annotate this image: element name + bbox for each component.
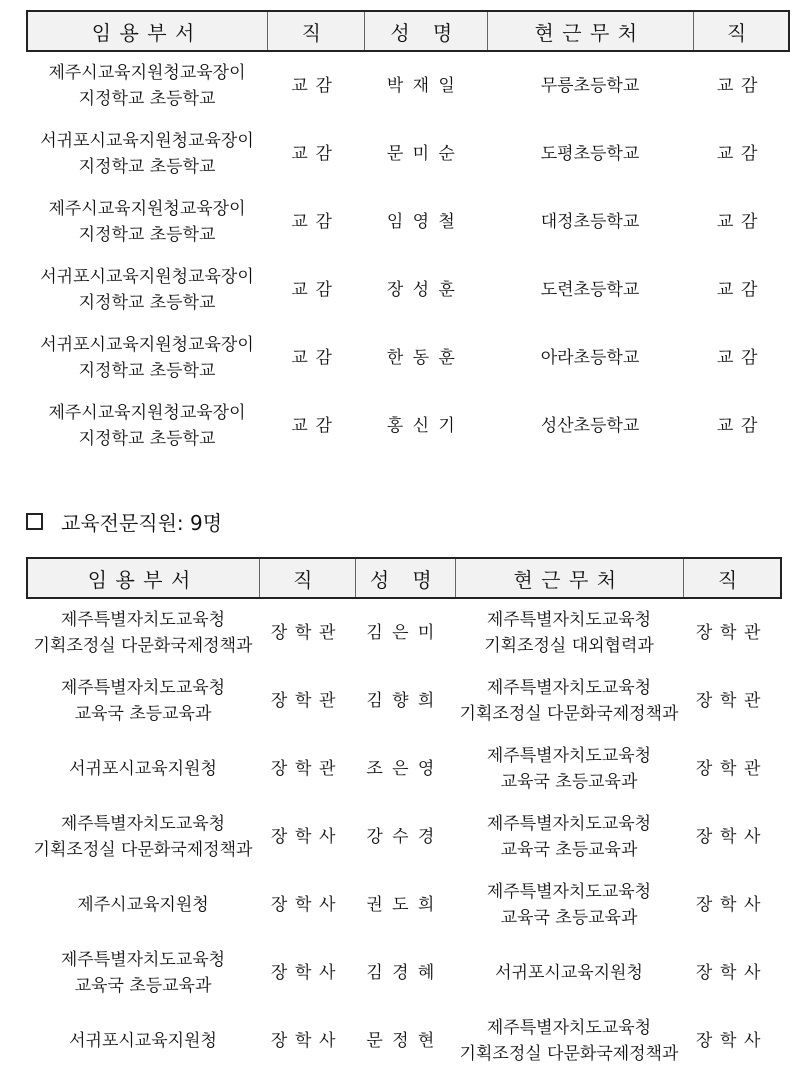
position-cell: 장학관 bbox=[270, 623, 344, 643]
appointed-dept-cell-line: 서귀포시교육지원청 bbox=[69, 1031, 217, 1051]
name-cell: 박재일 bbox=[386, 76, 465, 96]
current-workplace-cell-line: 성산초등학교 bbox=[540, 416, 640, 436]
name-cell: 한동훈 bbox=[386, 348, 465, 368]
current-position-cell: 교감 bbox=[716, 416, 766, 436]
current-workplace-cell-line: 제주특별자치도교육청 bbox=[486, 678, 652, 698]
appointed-dept-cell-line: 서귀포시교육지원청교육장이 bbox=[40, 267, 254, 287]
current-workplace-cell bbox=[487, 324, 693, 392]
current-workplace-cell bbox=[487, 256, 693, 324]
name-cell: 강수경 bbox=[366, 827, 444, 847]
table-row bbox=[27, 667, 781, 735]
checkbox-icon bbox=[26, 513, 43, 530]
current-position-cell: 장학사 bbox=[695, 1031, 769, 1051]
table-row bbox=[27, 188, 789, 256]
current-position-cell: 교감 bbox=[716, 76, 766, 96]
name-cell: 장성훈 bbox=[386, 280, 465, 300]
position-cell: 교감 bbox=[291, 280, 340, 300]
current-workplace-cell-line: 교육국 초등교육과 bbox=[500, 840, 638, 860]
position-cell: 장학관 bbox=[270, 759, 344, 779]
current-position-cell: 장학관 bbox=[695, 623, 769, 643]
name-cell: 문정현 bbox=[366, 1031, 444, 1051]
current-workplace-cell-line: 교육국 초등교육과 bbox=[500, 908, 638, 928]
current-workplace-cell-line: 기획조정실 다문화국제정책과 bbox=[459, 1044, 679, 1064]
table-row bbox=[27, 392, 789, 460]
current-position-cell: 교감 bbox=[716, 348, 766, 368]
current-position-cell: 장학관 bbox=[695, 759, 769, 779]
appointed-dept-cell-line: 지정학교 초등학교 bbox=[78, 429, 216, 449]
current-workplace-cell bbox=[487, 51, 693, 120]
section-heading-text: 교육전문직원: 9명 bbox=[61, 511, 223, 535]
name-cell: 조은영 bbox=[366, 759, 444, 779]
position-cell: 장학사 bbox=[270, 895, 344, 915]
section-heading bbox=[26, 507, 222, 536]
current-workplace-cell-line: 도평초등학교 bbox=[540, 144, 640, 164]
appointed-dept-cell-line: 교육국 초등교육과 bbox=[74, 976, 212, 996]
appointed-dept-cell-line: 제주특별자치도교육청 bbox=[60, 678, 226, 698]
education-specialist-appointment-table bbox=[26, 557, 782, 1075]
header-name: 성 명 bbox=[364, 11, 487, 51]
table-row bbox=[27, 324, 789, 392]
appointed-dept-cell bbox=[27, 188, 267, 256]
current-workplace-cell-line: 기획조정실 다문화국제정책과 bbox=[459, 704, 679, 724]
appointed-dept-cell-line: 기획조정실 다문화국제정책과 bbox=[33, 636, 253, 656]
table-row bbox=[27, 598, 781, 667]
position-cell: 장학관 bbox=[270, 691, 344, 711]
appointed-dept-cell-line: 제주시교육지원청 bbox=[77, 895, 209, 915]
position-cell: 교감 bbox=[291, 144, 340, 164]
current-workplace-cell bbox=[455, 1007, 683, 1075]
appointed-dept-cell-line: 서귀포시교육지원청교육장이 bbox=[40, 335, 254, 355]
table-row bbox=[27, 120, 789, 188]
appointed-dept-cell-line: 지정학교 초등학교 bbox=[78, 89, 216, 109]
appointed-dept-cell bbox=[27, 803, 259, 871]
table-body bbox=[27, 598, 781, 1075]
header-position: 직 bbox=[267, 11, 364, 51]
table-row bbox=[27, 871, 781, 939]
current-workplace-cell-line: 서귀포시교육지원청 bbox=[495, 963, 643, 983]
appointed-dept-cell bbox=[27, 598, 259, 667]
position-cell: 장학사 bbox=[270, 827, 344, 847]
name-cell: 홍신기 bbox=[386, 416, 465, 436]
appointed-dept-cell-line: 지정학교 초등학교 bbox=[78, 225, 216, 245]
current-workplace-cell bbox=[455, 939, 683, 1007]
appointed-dept-cell bbox=[27, 51, 267, 120]
position-cell: 교감 bbox=[291, 212, 340, 232]
name-cell: 김은미 bbox=[366, 623, 444, 643]
appointed-dept-cell-line: 지정학교 초등학교 bbox=[78, 361, 216, 381]
header-current-workplace: 현근무처 bbox=[455, 558, 683, 598]
header-current-workplace: 현근무처 bbox=[487, 11, 693, 51]
table-row bbox=[27, 735, 781, 803]
appointed-dept-cell-line: 제주특별자치도교육청 bbox=[60, 610, 226, 630]
current-workplace-cell-line: 아라초등학교 bbox=[540, 348, 640, 368]
position-cell: 교감 bbox=[291, 416, 340, 436]
table-row bbox=[27, 1007, 781, 1075]
current-position-cell: 장학사 bbox=[695, 827, 769, 847]
table-body bbox=[27, 51, 789, 460]
appointed-dept-cell-line: 서귀포시교육지원청 bbox=[69, 759, 217, 779]
appointed-dept-cell-line: 교육국 초등교육과 bbox=[74, 704, 212, 724]
header-appointed-dept: 임용부서 bbox=[27, 558, 259, 598]
current-position-cell: 교감 bbox=[716, 280, 766, 300]
appointed-dept-cell bbox=[27, 1007, 259, 1075]
appointed-dept-cell bbox=[27, 324, 267, 392]
current-workplace-cell-line: 제주특별자치도교육청 bbox=[486, 1018, 652, 1038]
position-cell: 교감 bbox=[291, 348, 340, 368]
current-position-cell: 장학사 bbox=[695, 895, 769, 915]
current-workplace-cell-line: 대정초등학교 bbox=[540, 212, 640, 232]
current-position-cell: 장학관 bbox=[695, 691, 769, 711]
current-workplace-cell-line: 기획조정실 대외협력과 bbox=[484, 636, 654, 656]
appointed-dept-cell bbox=[27, 871, 259, 939]
vice-principal-appointment-table bbox=[26, 10, 790, 460]
name-cell: 김경혜 bbox=[366, 963, 444, 983]
appointed-dept-cell bbox=[27, 939, 259, 1007]
current-workplace-cell bbox=[455, 667, 683, 735]
current-workplace-cell-line: 제주특별자치도교육청 bbox=[486, 882, 652, 902]
current-position-cell: 교감 bbox=[716, 212, 766, 232]
table-row bbox=[27, 256, 789, 324]
table-row bbox=[27, 939, 781, 1007]
appointed-dept-cell bbox=[27, 392, 267, 460]
table-row bbox=[27, 51, 789, 120]
appointed-dept-cell-line: 제주시교육지원청교육장이 bbox=[48, 403, 246, 423]
table-row bbox=[27, 803, 781, 871]
header-current-position: 직 bbox=[693, 11, 789, 51]
appointed-dept-cell bbox=[27, 667, 259, 735]
current-workplace-cell-line: 도련초등학교 bbox=[540, 280, 640, 300]
table-header-row bbox=[27, 558, 781, 598]
current-workplace-cell bbox=[455, 598, 683, 667]
current-workplace-cell-line: 제주특별자치도교육청 bbox=[486, 746, 652, 766]
appointed-dept-cell bbox=[27, 735, 259, 803]
name-cell: 임영철 bbox=[386, 212, 465, 232]
appointed-dept-cell-line: 서귀포시교육지원청교육장이 bbox=[40, 131, 254, 151]
current-position-cell: 교감 bbox=[716, 144, 766, 164]
current-workplace-cell bbox=[455, 803, 683, 871]
appointed-dept-cell-line: 제주특별자치도교육청 bbox=[60, 814, 226, 834]
appointed-dept-cell bbox=[27, 120, 267, 188]
current-workplace-cell bbox=[487, 188, 693, 256]
appointed-dept-cell-line: 제주시교육지원청교육장이 bbox=[48, 199, 246, 219]
appointed-dept-cell-line: 지정학교 초등학교 bbox=[78, 293, 216, 313]
current-workplace-cell bbox=[487, 392, 693, 460]
header-current-position: 직 bbox=[683, 558, 781, 598]
current-workplace-cell-line: 교육국 초등교육과 bbox=[500, 772, 638, 792]
appointed-dept-cell bbox=[27, 256, 267, 324]
position-cell: 장학사 bbox=[270, 963, 344, 983]
current-workplace-cell-line: 제주특별자치도교육청 bbox=[486, 610, 652, 630]
current-workplace-cell bbox=[455, 871, 683, 939]
current-position-cell: 장학사 bbox=[695, 963, 769, 983]
header-name: 성 명 bbox=[355, 558, 455, 598]
header-position: 직 bbox=[259, 558, 355, 598]
current-workplace-cell-line: 제주특별자치도교육청 bbox=[486, 814, 652, 834]
position-cell: 장학사 bbox=[270, 1031, 344, 1051]
appointed-dept-cell-line: 제주특별자치도교육청 bbox=[60, 950, 226, 970]
appointed-dept-cell-line: 제주시교육지원청교육장이 bbox=[48, 63, 246, 83]
appointed-dept-cell-line: 지정학교 초등학교 bbox=[78, 157, 216, 177]
appointed-dept-cell-line: 기획조정실 다문화국제정책과 bbox=[33, 840, 253, 860]
current-workplace-cell-line: 무릉초등학교 bbox=[540, 76, 640, 96]
name-cell: 문미순 bbox=[386, 144, 465, 164]
name-cell: 김향희 bbox=[366, 691, 444, 711]
table-header-row bbox=[27, 11, 789, 51]
current-workplace-cell bbox=[487, 120, 693, 188]
position-cell: 교감 bbox=[291, 76, 340, 96]
name-cell: 권도희 bbox=[366, 895, 444, 915]
current-workplace-cell bbox=[455, 735, 683, 803]
header-appointed-dept: 임용부서 bbox=[27, 11, 267, 51]
